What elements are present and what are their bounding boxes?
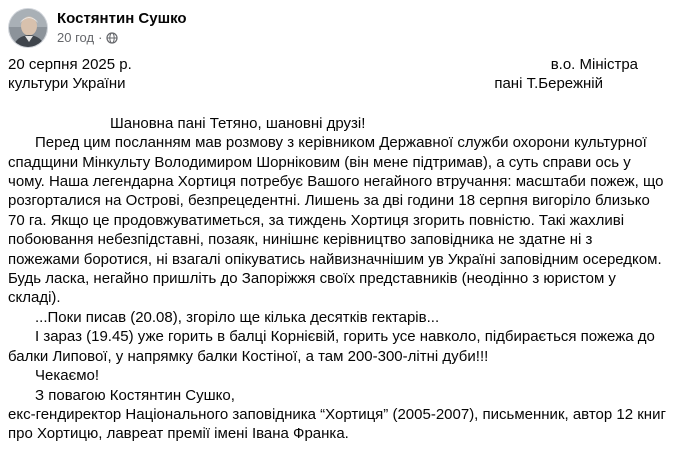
- post-text: [8, 55, 668, 444]
- author-name[interactable]: Костянтин Сушко: [57, 10, 187, 27]
- post-timestamp[interactable]: 20 год: [57, 30, 95, 45]
- recipient-name: пані Т.Бережній: [494, 75, 603, 93]
- paragraph-waiting: Чекаємо!: [35, 367, 100, 385]
- paragraph-regards: З повагою Костянтин Сушко,: [35, 386, 235, 404]
- paragraph-fire-now: І зараз (19.45) уже горить в балці Корнієвій, горить усе навколо, підбирається пожежа до балки Липової, у напрямку балки Костіної, а там 200-300-літні дуби!!!: [8, 328, 655, 365]
- signature: екс-гендиректор Національного заповідника “Хортиця” (2005-2007), письменник, автор 12 книг про Хортицю, лавреат премії імені Івана Франка.: [8, 405, 666, 443]
- paragraph-main: Перед цим посланням мав розмову з керівником Державної служби охорони культурної спадщини Мінкульту Володимиром Шорніковим (він мене підтримав), а суть справи ось у чому. Наша легендарна Хортиця потребує Вашого негайного втручання: масштаби пожеж, що розгорталися на Острові, безпрецедентні. Лишень за дві години 18 серпня вигоріло близько 70 га. Якщо це продовжуватиметься, за тиждень Хортиця згорить повністю. Такі жахливі побоювання небезпідставні, позаяк, нинішнє керівництво заповідника не здатне ні з пожежами боротися, ні взагалі опікуватись найвизначнішим ув Україні заповідним осередком. Будь ласка, негайно пришліть до Запоріжжя своїх представників (неодінно з юристом у складі).: [8, 134, 664, 307]
- avatar-image: [9, 9, 48, 48]
- recipient-title: в.о. Міністра: [550, 56, 638, 73]
- post-header: [8, 8, 187, 52]
- meta-separator: ·: [98, 30, 103, 45]
- letter-header-row-1: [8, 55, 668, 74]
- salutation: Шановна пані Тетяно, шановні друзі!: [110, 114, 366, 132]
- avatar[interactable]: [8, 8, 48, 48]
- author-block: [57, 8, 187, 47]
- paragraph-update: ...Поки писав (20.08), згоріло ще кілька десятків гектарів...: [35, 308, 440, 326]
- recipient-ministry: культури України: [8, 75, 126, 93]
- post-meta: [57, 29, 187, 47]
- letter-date: 20 серпня 2025 р.: [8, 56, 132, 73]
- globe-icon[interactable]: [106, 32, 118, 44]
- letter-header-row-2: [8, 74, 668, 93]
